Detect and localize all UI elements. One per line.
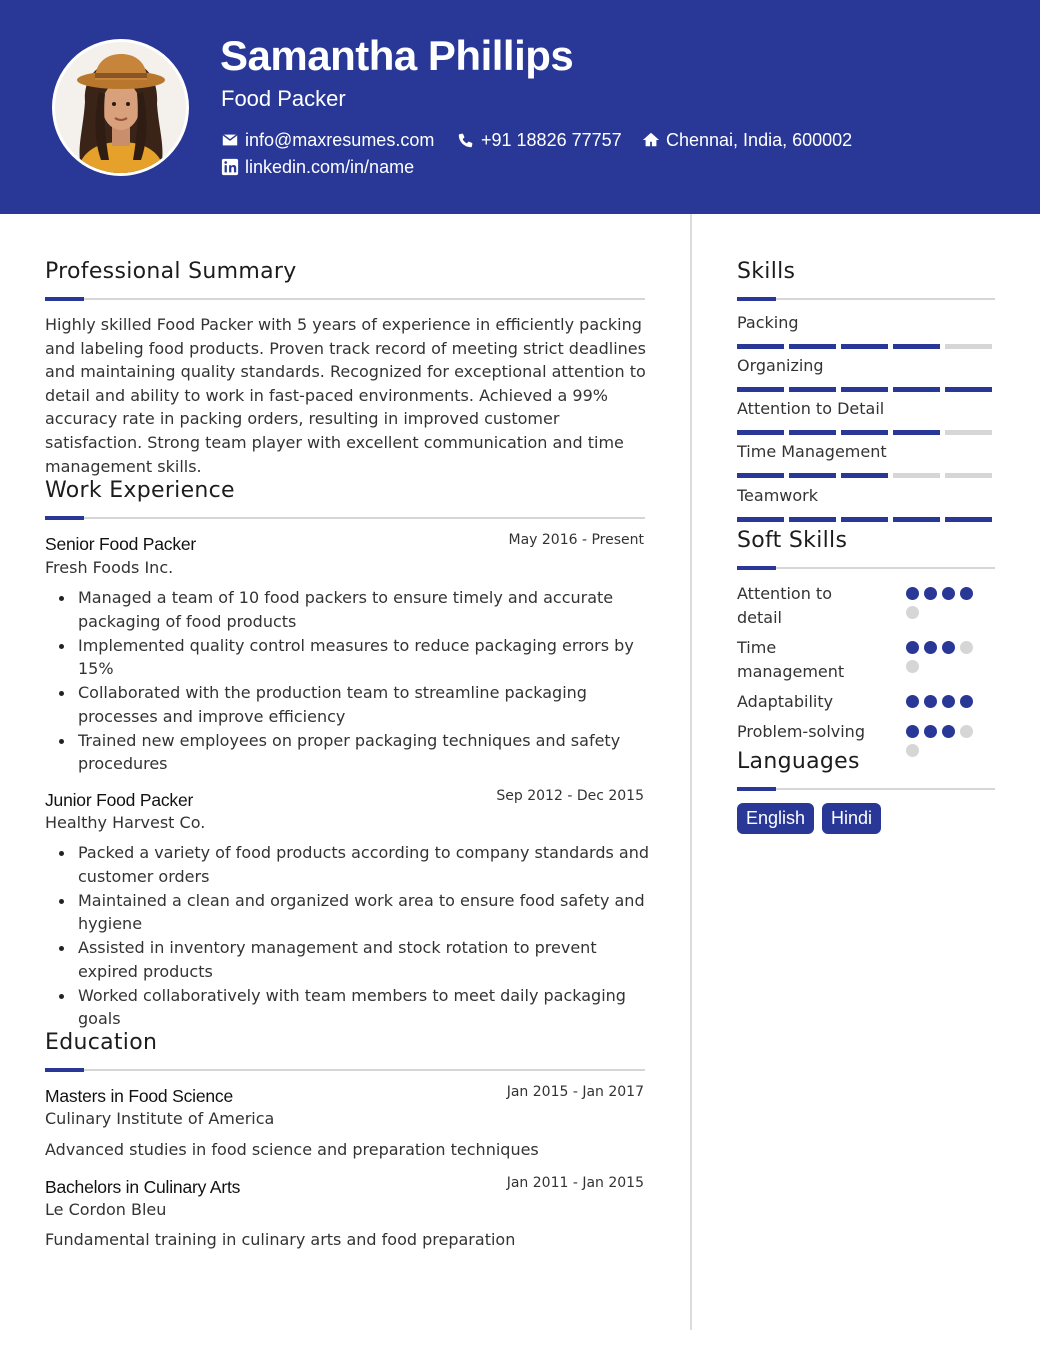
skill-bar-segment: [841, 430, 888, 435]
skill-level-bar: [737, 517, 992, 522]
rating-dot: [942, 587, 955, 600]
degree-description: Fundamental training in culinary arts and food preparation: [45, 1230, 516, 1249]
skill-bar-segment: [789, 517, 836, 522]
rating-dot: [906, 695, 919, 708]
rating-dot: [906, 587, 919, 600]
skill-bar-segment: [945, 473, 992, 478]
soft-skills-heading: Soft Skills: [737, 528, 848, 553]
email-contact[interactable]: [221, 129, 434, 151]
soft-skill-label: Attention to detail: [737, 584, 832, 627]
soft-skill-rating: [906, 587, 986, 619]
skill-level-bar: [737, 430, 992, 435]
soft-skill-label: Problem-solving: [737, 722, 865, 741]
profile-photo-image: [55, 42, 186, 173]
school-name: Culinary Institute of America: [45, 1109, 275, 1128]
skill-level-bar: [737, 387, 992, 392]
rating-dot: [906, 744, 919, 757]
skill-bar-segment: [893, 387, 940, 392]
job-dates: Sep 2012 - Dec 2015: [496, 788, 644, 804]
job-bullets: [45, 586, 650, 776]
skill-level-bar: [737, 344, 992, 349]
location-text: Chennai, India, 600002: [666, 129, 853, 150]
experience-rule: [45, 517, 645, 519]
envelope-icon: [221, 131, 239, 149]
job-bullets: [45, 841, 650, 1031]
soft-skills-rule: [737, 567, 995, 569]
skill-bar-segment: [841, 344, 888, 349]
list-item: Trained new employees on proper packaging techniques and safety procedures: [45, 729, 650, 776]
rating-dot: [960, 695, 973, 708]
list-item: Collaborated with the production team to streamline packaging processes and improve efficiency: [45, 681, 650, 728]
list-item: Packed a variety of food products according to company standards and customer orders: [45, 841, 650, 888]
candidate-title: Food Packer: [221, 86, 346, 111]
rating-dot: [960, 587, 973, 600]
rating-dot: [960, 725, 973, 738]
languages-rule: [737, 788, 995, 790]
job-company: Fresh Foods Inc.: [45, 558, 174, 577]
job-company: Healthy Harvest Co.: [45, 813, 206, 832]
linkedin-icon: [221, 158, 239, 176]
degree-dates: Jan 2011 - Jan 2015: [506, 1175, 644, 1191]
list-item: Assisted in inventory management and stock rotation to prevent expired products: [45, 936, 650, 983]
language-badge: English: [737, 803, 814, 834]
soft-skill-rating: [906, 695, 986, 708]
degree-description: Advanced studies in food science and preparation techniques: [45, 1140, 539, 1159]
languages-heading: Languages: [737, 749, 860, 774]
skills-heading: Skills: [737, 259, 796, 284]
list-item: Implemented quality control measures to reduce packaging errors by 15%: [45, 634, 650, 681]
skill-label: Time Management: [737, 442, 887, 461]
phone-contact[interactable]: [457, 129, 622, 151]
profile-photo: [52, 39, 189, 176]
phone-text: +91 18826 77757: [481, 129, 622, 150]
rating-dot: [924, 641, 937, 654]
candidate-name: Samantha Phillips: [220, 32, 574, 79]
skill-label: Packing: [737, 313, 799, 332]
skill-bar-segment: [737, 387, 784, 392]
skill-bar-segment: [737, 473, 784, 478]
skill-label: Organizing: [737, 356, 824, 375]
skill-bar-segment: [737, 430, 784, 435]
school-name: Le Cordon Bleu: [45, 1200, 167, 1219]
skill-bar-segment: [789, 344, 836, 349]
list-item: Maintained a clean and organized work area to ensure food safety and hygiene: [45, 889, 650, 936]
rating-dot: [942, 695, 955, 708]
skill-bar-segment: [893, 517, 940, 522]
skill-bar-segment: [893, 344, 940, 349]
rating-dot: [942, 641, 955, 654]
skill-bar-segment: [737, 517, 784, 522]
resume-header: [0, 0, 1040, 214]
skill-bar-segment: [893, 430, 940, 435]
skill-bar-segment: [945, 517, 992, 522]
education-rule: [45, 1069, 645, 1071]
skill-bar-segment: [945, 344, 992, 349]
rating-dot: [960, 641, 973, 654]
rating-dot: [906, 660, 919, 673]
skill-label: Teamwork: [737, 486, 819, 505]
skill-bar-segment: [841, 473, 888, 478]
skill-label: Attention to Detail: [737, 399, 885, 418]
rating-dot: [942, 725, 955, 738]
rating-dot: [906, 641, 919, 654]
skill-bar-segment: [789, 430, 836, 435]
phone-icon: [457, 131, 475, 149]
language-badge: Hindi: [822, 803, 881, 834]
education-heading: Education: [45, 1030, 158, 1055]
skill-bar-segment: [789, 387, 836, 392]
job-title: Junior Food Packer: [45, 790, 194, 810]
job-dates: May 2016 - Present: [508, 532, 644, 548]
degree-dates: Jan 2015 - Jan 2017: [506, 1084, 644, 1100]
skill-bar-segment: [841, 387, 888, 392]
linkedin-contact[interactable]: [221, 156, 414, 178]
soft-skill-rating: [906, 725, 986, 757]
summary-rule: [45, 298, 645, 300]
skill-bar-segment: [841, 517, 888, 522]
rating-dot: [924, 725, 937, 738]
skill-bar-segment: [893, 473, 940, 478]
skill-bar-segment: [737, 344, 784, 349]
skill-bar-segment: [945, 430, 992, 435]
summary-text: Highly skilled Food Packer with 5 years of experience in efficiently packing and labeling food products. Proven track record of meeting strict deadlines and maintaining quality standards. Recognized for exceptional attention to detail and ability to work in fast-paced environments. Achieved a 99% accuracy rate in packing orders, resulting in improved customer satisfaction. Strong team player with excellent communication and time management skills.: [45, 315, 646, 476]
skill-level-bar: [737, 473, 992, 478]
list-item: Worked collaboratively with team members to meet daily packaging goals: [45, 984, 650, 1031]
rating-dot: [906, 606, 919, 619]
linkedin-text: linkedin.com/in/name: [245, 156, 415, 177]
degree-title: Masters in Food Science: [45, 1086, 233, 1106]
summary-heading: Professional Summary: [45, 259, 297, 284]
soft-skill-label: Time management: [737, 638, 845, 681]
email-text: info@maxresumes.com: [245, 129, 435, 150]
job-title: Senior Food Packer: [45, 534, 197, 554]
skills-rule: [737, 298, 995, 300]
rating-dot: [906, 725, 919, 738]
soft-skill-rating: [906, 641, 986, 673]
experience-heading: Work Experience: [45, 478, 235, 503]
soft-skill-label: Adaptability: [737, 692, 834, 711]
location-contact: [642, 129, 852, 151]
rating-dot: [924, 587, 937, 600]
column-divider: [690, 214, 692, 1330]
rating-dot: [924, 695, 937, 708]
list-item: Managed a team of 10 food packers to ensure timely and accurate packaging of food products: [45, 586, 650, 633]
skill-bar-segment: [945, 387, 992, 392]
home-icon: [642, 131, 660, 149]
degree-title: Bachelors in Culinary Arts: [45, 1177, 241, 1197]
skill-bar-segment: [789, 473, 836, 478]
